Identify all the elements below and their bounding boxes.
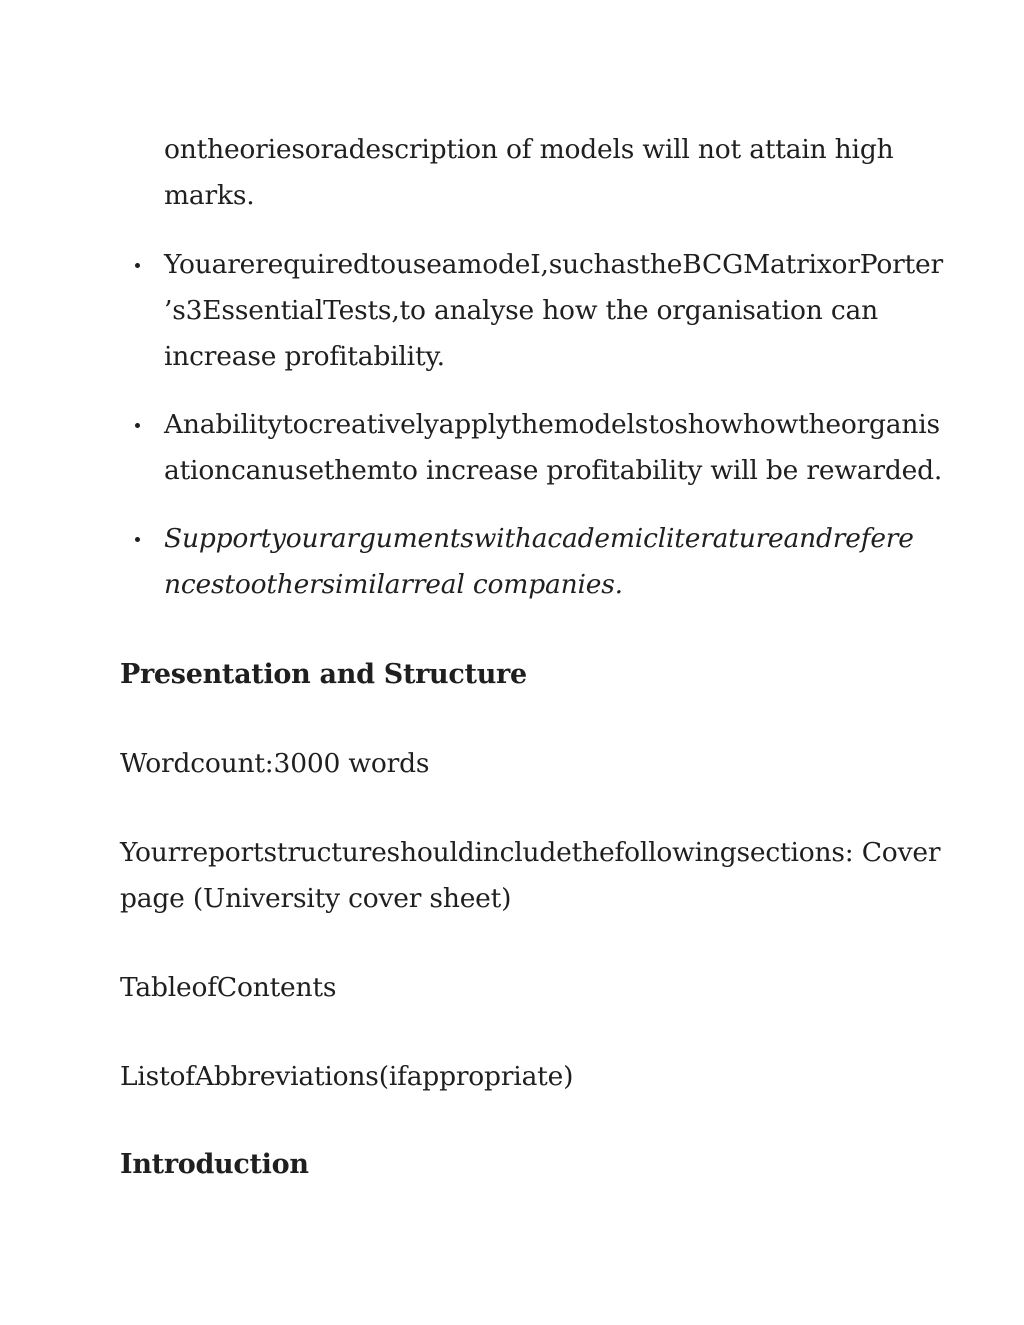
continuation-paragraph xyxy=(164,127,893,219)
bullet-1-line-3: increase profitability. xyxy=(164,341,445,372)
list-item xyxy=(120,242,943,380)
list-item xyxy=(120,516,920,608)
continuation-line-1: ontheoriesoradescription of models will not attain high xyxy=(164,134,894,165)
bullet-3-line-2: ncestoothersimilarreal companies. xyxy=(164,569,623,600)
continuation-line-2: marks. xyxy=(164,180,255,211)
bullet-3-line-1: Supportyourargumentswithacademicliteratureandrefere xyxy=(164,523,914,554)
list-item xyxy=(120,402,943,494)
bullet-1-line-2: ’s3EssentialTests,to analyse how the organisation can xyxy=(164,295,878,326)
structure-line-1: Yourreportstructureshouldincludethefollowingsections: Cover xyxy=(120,837,941,868)
requirements-list xyxy=(120,242,943,630)
bullet-2-line-2: ationcanusethemto increase profitability will be rewarded. xyxy=(164,455,943,486)
bullet-2-line-1: Anabilitytocreativelyapplythemodelstoshowhowtheorganis xyxy=(164,409,940,440)
abbreviations-text: ListofAbbreviations(ifappropriate) xyxy=(120,1061,574,1092)
wordcount-text: Wordcount:3000 words xyxy=(120,748,430,779)
structure-line-2: page (University cover sheet) xyxy=(120,883,512,914)
section-heading-introduction: Introduction xyxy=(120,1149,309,1180)
structure-paragraph xyxy=(120,830,940,922)
bullet-icon xyxy=(135,423,140,428)
bullet-1-line-1: YouarerequiredtouseamodeI,suchastheBCGMatrixorPorter xyxy=(164,249,943,280)
section-heading-presentation: Presentation and Structure xyxy=(120,659,527,690)
toc-text: TableofContents xyxy=(120,972,337,1003)
bullet-icon xyxy=(135,537,140,542)
bullet-icon xyxy=(135,263,140,268)
